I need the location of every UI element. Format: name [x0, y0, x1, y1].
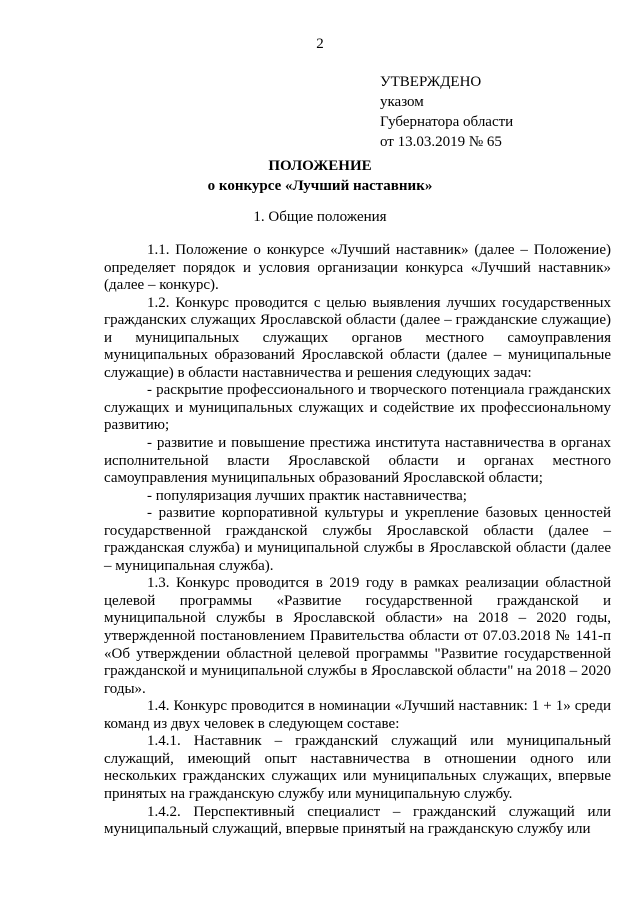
paragraph: 1.1. Положение о конкурсе «Лучший наставник» (далее – Положение) определяет порядок и условия организации конкурса «Лучший наставник» (далее – конкурс). — [104, 242, 611, 294]
page-number: 2 — [316, 36, 324, 52]
title-line: о конкурсе «Лучший наставник» — [207, 178, 433, 194]
paragraph: - развитие и повышение престижа института наставничества в органах исполнительной власти Ярославской области и органах местного самоуправления муниципальных образований Ярославской области; — [104, 435, 611, 487]
paragraph: 1.4.2. Перспективный специалист – гражданский служащий или муниципальный служащий, впервые принятый на гражданскую службу или — [104, 803, 611, 838]
paragraph: - популяризация лучших практик наставничества; — [147, 487, 467, 504]
document-title — [0, 156, 640, 196]
paragraph: 1.4. Конкурс проводится в номинации «Лучший наставник: 1 + 1» среди команд из двух человек в следующем составе: — [104, 698, 611, 732]
title-line: ПОЛОЖЕНИЕ — [268, 158, 372, 174]
paragraph: 1.4.1. Наставник – гражданский служащий или муниципальный служащий, имеющий опыт наставничества в отношении одного или нескольких гражданских служащих или муниципальных служащих, впервые принятых на гражданскую службу или муниципальную службу. — [104, 733, 611, 802]
paragraph: 1.3. Конкурс проводится в 2019 году в рамках реализации областной целевой программы «Развитие государственной гражданской и муниципальной службы в Ярославской области» на 2018 – 2020 годы, утвержденной постановлением Правительства области от 07.03.2018 № 141-п «Об утверждении областной целевой программы "Развитие государственной гражданской и муниципальной службы в Ярославской области" на 2018 – 2020 годы». — [104, 575, 611, 697]
approval-line: указом — [380, 94, 424, 110]
document-body — [104, 242, 611, 839]
paragraph: - раскрытие профессионального и творческого потенциала гражданских служащих и муниципальных служащих и содействие их профессиональному развитию; — [104, 382, 611, 434]
paragraph: - развитие корпоративной культуры и укрепление базовых ценностей государственной гражданской службы Ярославской области (далее – гражданская служба) и муниципальной службы в Ярославской области (далее – муниципальная служба). — [104, 505, 611, 574]
approval-line: от 13.03.2019 № 65 — [380, 134, 502, 150]
approval-stamp — [380, 72, 513, 152]
section-heading: 1. Общие положения — [253, 209, 387, 225]
approval-line: УТВЕРЖДЕНО — [380, 74, 482, 90]
approval-line: Губернатора области — [380, 114, 514, 130]
paragraph: 1.2. Конкурс проводится с целью выявления лучших государственных гражданских служащих Ярославской области (далее – гражданские служащие) и муниципальных служащих органов местного самоуправления муниципальных образований Ярославской области (далее – муниципальные служащие) в области наставничества и решения следующих задач: — [104, 294, 611, 381]
